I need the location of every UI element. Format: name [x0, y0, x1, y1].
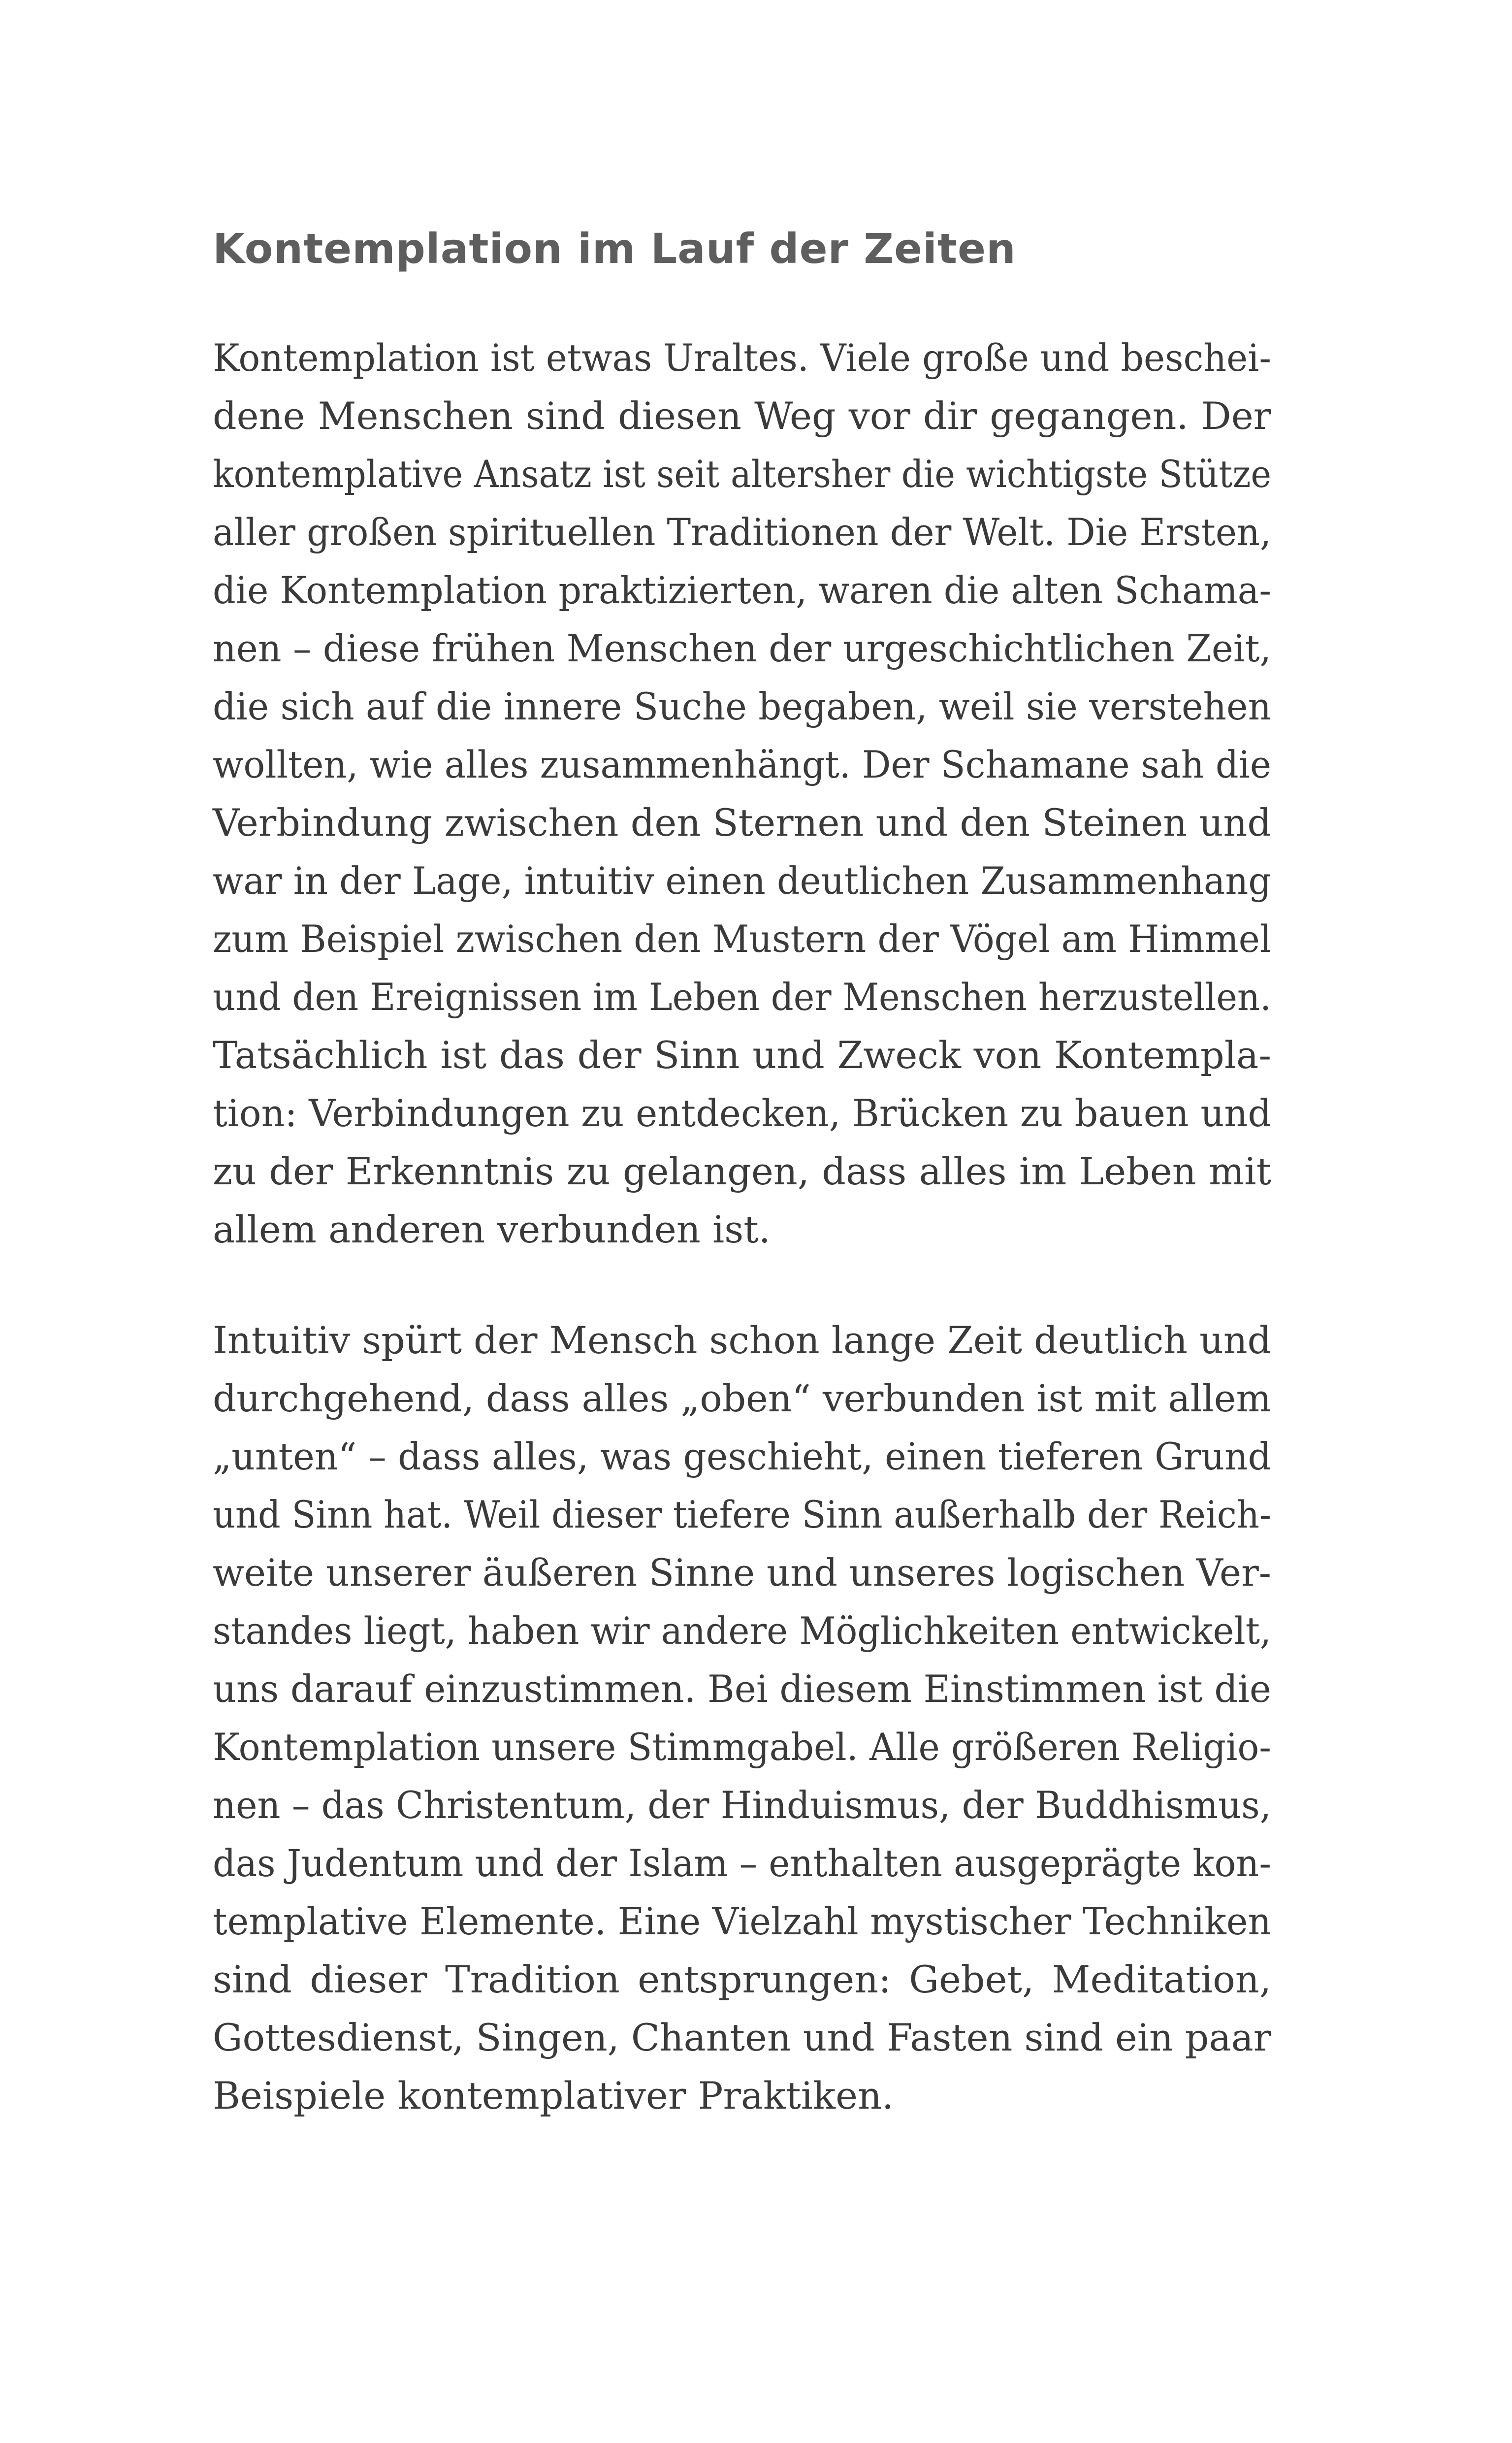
- text-line: nen – das Christentum, der Hinduismus, der Buddhismus,: [213, 1783, 1271, 1827]
- text-line: allem anderen verbunden ist.: [213, 1207, 771, 1251]
- text-line: und Sinn hat. Weil dieser tiefere Sinn außerhalb der Reich-: [213, 1493, 1271, 1536]
- chapter-heading: Kontemplation im Lauf der Zeiten: [213, 225, 1016, 273]
- text-line: „unten“ – dass alles, was geschieht, einen tieferen Grund: [213, 1434, 1271, 1478]
- paragraph-2: [213, 1311, 1271, 2125]
- text-line: und den Ereignissen im Leben der Menschen herzustellen.: [213, 975, 1271, 1019]
- text-line: nen – diese frühen Menschen der urgeschichtlichen Zeit,: [213, 626, 1271, 670]
- paragraph-1: [213, 329, 1271, 1259]
- text-line: war in der Lage, intuitiv einen deutlichen Zusammenhang: [213, 859, 1271, 903]
- text-line: sind dieser Tradition entsprungen: Gebet, Meditation,: [213, 1957, 1271, 2001]
- text-line: zum Beispiel zwischen den Mustern der Vögel am Himmel: [213, 917, 1271, 961]
- text-line: tion: Verbindungen zu entdecken, Brücken zu bauen und: [213, 1091, 1271, 1135]
- text-line: Beispiele kontemplativer Praktiken.: [213, 2074, 894, 2117]
- text-line: uns darauf einzustimmen. Bei diesem Einstimmen ist die: [213, 1667, 1271, 1711]
- text-line: Intuitiv spürt der Mensch schon lange Zeit deutlich und: [213, 1318, 1271, 1362]
- text-line: aller großen spirituellen Traditionen der Welt. Die Ersten,: [213, 510, 1271, 554]
- text-line: die Kontemplation praktizierten, waren die alten Schama-: [213, 568, 1271, 612]
- text-line: templative Elemente. Eine Vielzahl mystischer Techniken: [213, 1899, 1271, 1943]
- text-line: Gottesdienst, Singen, Chanten und Fasten sind ein paar: [213, 2016, 1271, 2059]
- text-line: dene Menschen sind diesen Weg vor dir gegangen. Der: [213, 394, 1271, 438]
- text-line: zu der Erkenntnis zu gelangen, dass alles im Leben mit: [213, 1149, 1271, 1193]
- text-line: durchgehend, dass alles „oben“ verbunden ist mit allem: [213, 1376, 1271, 1420]
- text-line: Tatsächlich ist das der Sinn und Zweck von Kontempla-: [213, 1033, 1271, 1077]
- text-line: Verbindung zwischen den Sternen und den Steinen und: [213, 801, 1271, 845]
- text-line: Kontemplation ist etwas Uraltes. Viele große und beschei-: [213, 336, 1271, 380]
- text-line: standes liegt, haben wir andere Möglichkeiten entwickelt,: [213, 1609, 1271, 1653]
- text-line: wollten, wie alles zusammenhängt. Der Schamane sah die: [213, 743, 1271, 786]
- text-line: Kontemplation unsere Stimmgabel. Alle größeren Religio-: [213, 1725, 1271, 1769]
- text-line: das Judentum und der Islam – enthalten ausgeprägte kon-: [213, 1841, 1271, 1885]
- text-line: weite unserer äußeren Sinne und unseres logischen Ver-: [213, 1551, 1271, 1595]
- text-line: die sich auf die innere Suche begaben, weil sie verstehen: [213, 684, 1271, 728]
- text-line: kontemplative Ansatz ist seit altersher die wichtigste Stütze: [213, 452, 1271, 496]
